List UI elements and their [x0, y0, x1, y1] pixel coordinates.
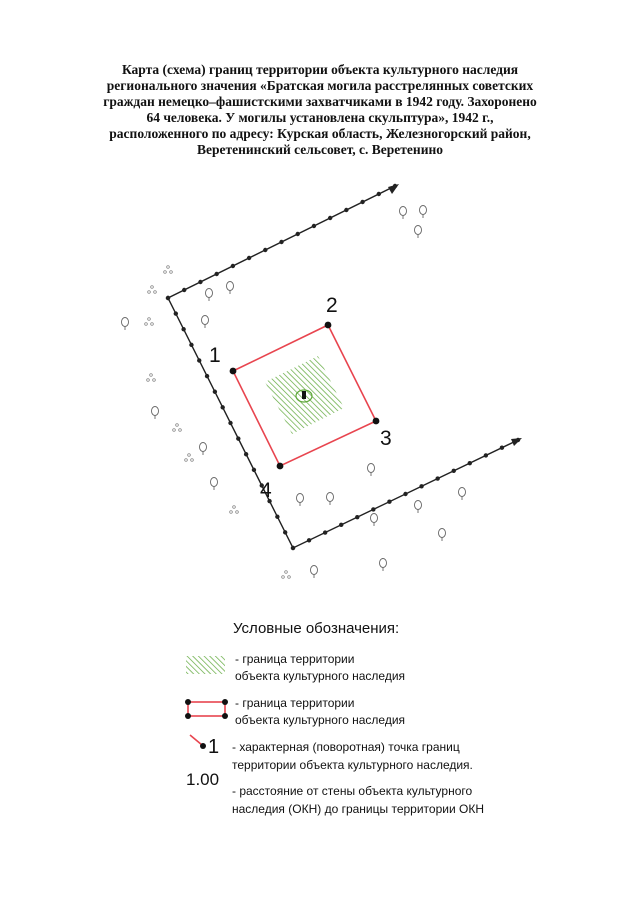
- tree-icon: [420, 206, 427, 219]
- tree-icon: [380, 559, 387, 572]
- tree-icon: [297, 494, 304, 507]
- boundary-point-1: [230, 368, 237, 375]
- tree-icon: [439, 529, 446, 542]
- legend-item-point: [232, 738, 473, 774]
- fence-lines: [166, 184, 522, 550]
- fence-dot: [323, 530, 327, 534]
- fence-dot: [344, 208, 348, 212]
- shrub-icon: [145, 318, 154, 326]
- shrub-icon: [230, 506, 239, 514]
- fence-dot: [387, 500, 391, 504]
- shrub-icon: [148, 286, 157, 294]
- legend-boundary-symbol: [185, 699, 228, 719]
- tree-icon: [371, 514, 378, 527]
- fence-dot: [419, 484, 423, 488]
- tree-icon: [415, 226, 422, 239]
- fence-dot: [393, 184, 397, 188]
- legend-text: территории объекта культурного наследия.: [232, 758, 473, 772]
- fence-dot: [205, 374, 209, 378]
- legend-heading: Условные обозначения:: [233, 620, 400, 637]
- title-line: регионального значения «Братская могила расстрелянных советских: [106, 78, 534, 93]
- legend-item-distance: [232, 782, 484, 818]
- fence-dot: [283, 530, 287, 534]
- fence-dot: [189, 343, 193, 347]
- legend-text: - характерная (поворотная) точка границ: [232, 740, 460, 754]
- legend-text: объекта культурного наследия: [235, 713, 406, 727]
- fence-dot: [452, 469, 456, 473]
- fence-dot: [247, 256, 251, 260]
- shrub-icon: [147, 374, 156, 382]
- tree-icon: [327, 493, 334, 506]
- legend-text: - расстояние от стены объекта культурного: [232, 784, 473, 798]
- legend-hatch-swatch: [186, 656, 225, 674]
- boundary-point-3: [373, 418, 380, 425]
- fence-dot: [312, 224, 316, 228]
- fence-dot: [500, 446, 504, 450]
- tree-icon: [211, 478, 218, 491]
- fence-dot: [339, 523, 343, 527]
- fence-dot: [307, 538, 311, 542]
- fence-dot: [244, 452, 248, 456]
- fence-dot: [197, 358, 201, 362]
- fence-dot: [435, 476, 439, 480]
- fence-dot: [291, 546, 295, 550]
- tree-icon: [206, 289, 213, 302]
- fence-dot: [228, 421, 232, 425]
- fence-dot: [252, 468, 256, 472]
- fence-dot: [198, 280, 202, 284]
- fence-dot: [182, 288, 186, 292]
- tree-icon: [122, 318, 129, 331]
- fence-dot: [236, 436, 240, 440]
- boundary-point-2: [325, 322, 332, 329]
- fence-dot: [214, 272, 218, 276]
- fence-dot: [174, 311, 178, 315]
- tree-icon: [202, 316, 209, 329]
- fence-dot: [279, 240, 283, 244]
- fence-dots: [166, 184, 520, 550]
- shrub-icon: [164, 266, 173, 274]
- shrub-icon: [173, 424, 182, 432]
- point-label-1: 1: [209, 344, 221, 367]
- fence-dot: [213, 390, 217, 394]
- tree-icon: [459, 488, 466, 501]
- legend-text: наследия (ОКН) до границы территории ОКН: [232, 802, 484, 816]
- title-line: Карта (схема) границ территории объекта культурного наследия: [121, 62, 519, 77]
- legend-point-symbol: [190, 735, 219, 758]
- tree-icon: [227, 282, 234, 295]
- legend-item-hatch: [235, 651, 405, 685]
- fence-dot: [403, 492, 407, 496]
- fence-dot: [275, 515, 279, 519]
- tree-icon: [368, 464, 375, 477]
- fence-dot: [468, 461, 472, 465]
- tree-icon: [152, 407, 159, 420]
- fence-dot: [181, 327, 185, 331]
- title-line: расположенного по адресу: Курская область, Железногорский район,: [109, 126, 531, 141]
- fence-dot: [231, 264, 235, 268]
- legend-point-label: 1: [208, 736, 220, 758]
- fence-dot: [484, 453, 488, 457]
- fence-dot: [377, 192, 381, 196]
- fence-dot: [355, 515, 359, 519]
- tree-icon: [200, 443, 207, 456]
- title-line: 64 человека. У могилы установлена скульптура», 1942 г.,: [146, 110, 494, 125]
- fence-dot: [166, 296, 170, 300]
- legend-text: - граница территории: [235, 696, 355, 710]
- legend-text: объекта культурного наследия: [235, 669, 406, 683]
- boundary-point-4: [277, 463, 284, 470]
- tree-icon: [415, 501, 422, 514]
- title-line: граждан немецко–фашистскими захватчиками в 1942 году. Захоронено: [103, 94, 537, 109]
- shrub-icon: [185, 454, 194, 462]
- legend-distance-value: 1.00: [186, 770, 220, 789]
- fence-dot: [371, 507, 375, 511]
- fence-dot: [296, 232, 300, 236]
- fence-dot: [360, 200, 364, 204]
- title-line: Веретенинский сельсовет, с. Веретенино: [196, 142, 444, 157]
- fence-dot: [220, 405, 224, 409]
- legend-item-boundary: [235, 695, 405, 729]
- tree-icon: [311, 566, 318, 579]
- point-label-3: 3: [380, 427, 392, 450]
- point-label-4: 4: [260, 479, 272, 502]
- point-label-2: 2: [326, 294, 338, 317]
- legend-text: - граница территории: [235, 652, 355, 666]
- fence-dot: [263, 248, 267, 252]
- fence-dot: [328, 216, 332, 220]
- shrub-icon: [282, 571, 291, 579]
- fence-dot: [516, 438, 520, 442]
- tree-icon: [400, 207, 407, 220]
